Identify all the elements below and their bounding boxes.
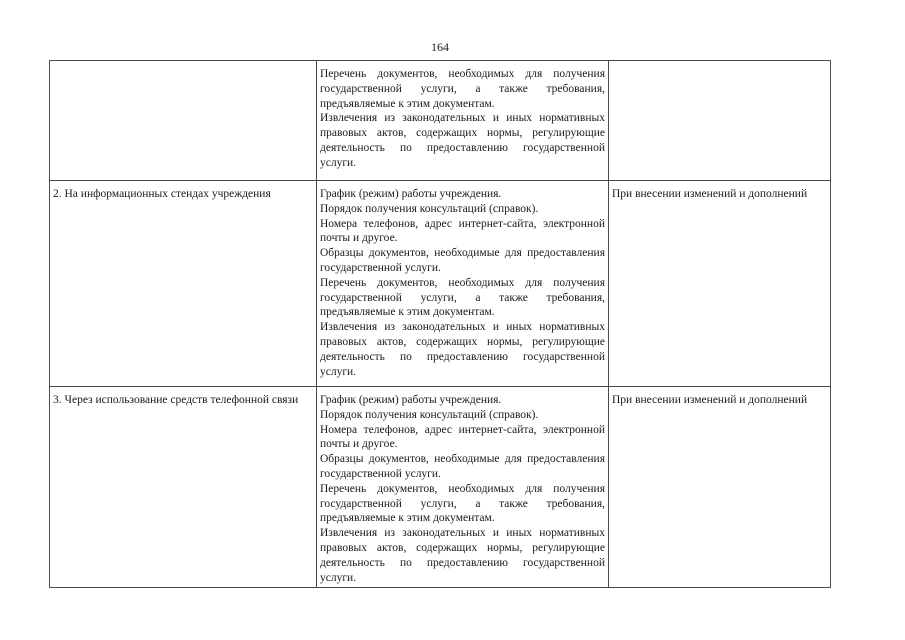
content-paragraph: Образцы документов, необходимые для предоставления государственной услуги. [320, 247, 605, 274]
content-paragraph: Извлечения из законодательных и иных нормативных правовых актов, содержащих нормы, регулирующие деятельность по предоставлению государственной услуги. [320, 527, 605, 584]
content-paragraph: Порядок получения консультаций (справок). [320, 202, 539, 215]
frequency-text: При внесении изменений и дополнений [612, 188, 808, 200]
content-cell [317, 387, 609, 588]
content-paragraph: Извлечения из законодательных и иных нормативных правовых актов, содержащих нормы, регулирующие деятельность по предоставлению государственной услуги. [320, 112, 605, 169]
content-paragraph: Образцы документов, необходимые для предоставления государственной услуги. [320, 453, 605, 480]
content-paragraph: Порядок получения консультаций (справок). [320, 408, 539, 421]
place-cell [50, 61, 317, 181]
place-text: 3. Через использование средств телефонной связи [53, 394, 299, 406]
content-paragraph: Перечень документов, необходимых для получения государственной услуги, а также требования, предъявляемые к этим документам. [320, 482, 605, 525]
place-cell [50, 387, 317, 588]
frequency-cell [609, 61, 831, 181]
content-paragraph: Перечень документов, необходимых для получения государственной услуги, а также требования, предъявляемые к этим документам. [320, 276, 605, 319]
content-paragraph: График (режим) работы учреждения. [320, 188, 502, 200]
content-paragraph: Перечень документов, необходимых для получения государственной услуги, а также требования, предъявляемые к этим документам. [320, 68, 605, 110]
content-paragraph: Номера телефонов, адрес интернет-сайта, электронной почты и другое. [320, 423, 605, 451]
content-cell [317, 181, 609, 387]
frequency-text: При внесении изменений и дополнений [612, 394, 808, 406]
content-paragraph: Извлечения из законодательных и иных нормативных правовых актов, содержащих нормы, регулирующие деятельность по предоставлению государственной услуги. [320, 321, 605, 378]
content-cell [317, 61, 609, 181]
place-text: 2. На информационных стендах учреждения [53, 188, 271, 200]
information-table [49, 60, 831, 588]
page-number: 164 [431, 40, 449, 54]
table-row [50, 387, 831, 588]
content-paragraph: График (режим) работы учреждения. [320, 394, 502, 406]
content-paragraph: Номера телефонов, адрес интернет-сайта, электронной почты и другое. [320, 217, 605, 245]
place-cell [50, 181, 317, 387]
table-row [50, 181, 831, 387]
table-row [50, 61, 831, 181]
frequency-cell [609, 387, 831, 588]
frequency-cell [609, 181, 831, 387]
